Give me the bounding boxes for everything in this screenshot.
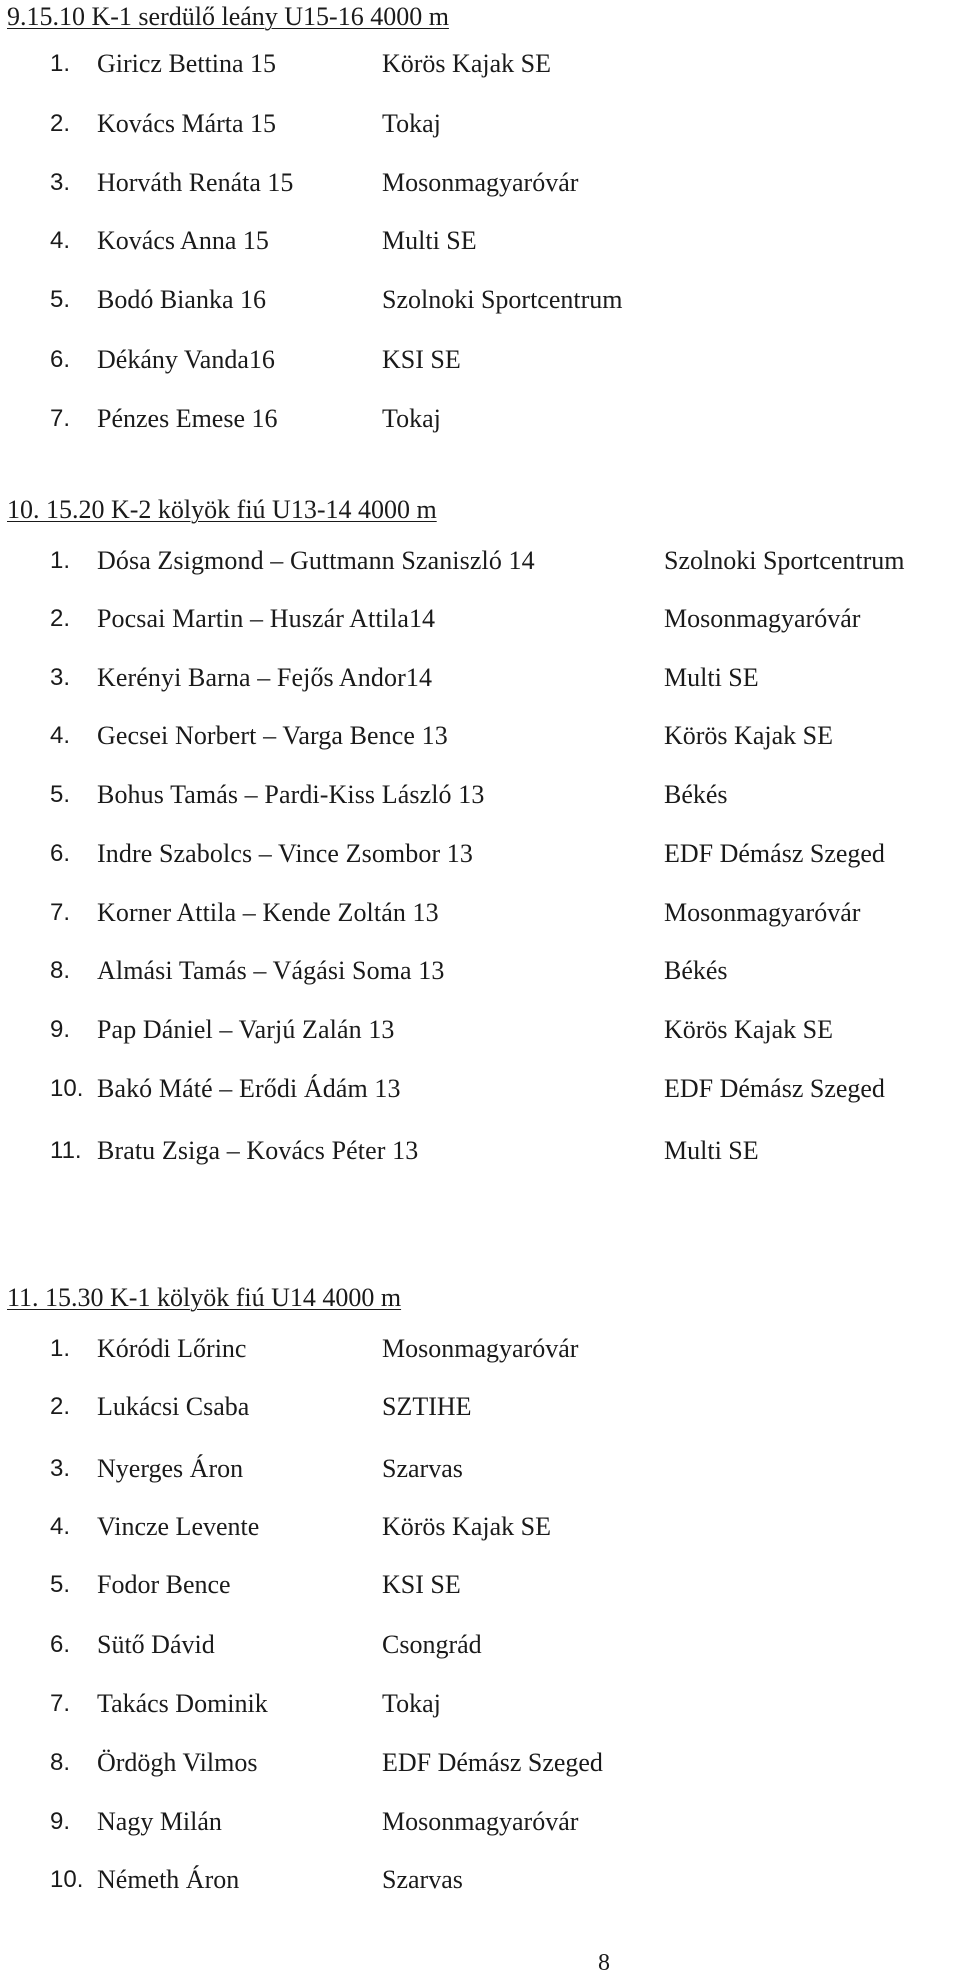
- rank: 5.: [50, 781, 71, 808]
- rank: 4.: [50, 227, 71, 254]
- competitor-name: Kerényi Barna – Fejős Andor14: [97, 663, 433, 692]
- club-name: Tokaj: [382, 109, 441, 138]
- club-name: Szarvas: [382, 1454, 463, 1483]
- club-name: Multi SE: [664, 1136, 759, 1165]
- competitor-name: Giricz Bettina 15: [97, 49, 277, 78]
- rank: 6.: [50, 1631, 71, 1658]
- club-name: Tokaj: [382, 1689, 441, 1718]
- rank: 5.: [50, 1571, 71, 1598]
- rank: 3.: [50, 664, 71, 691]
- club-name: EDF Démász Szeged: [664, 1074, 885, 1103]
- rank: 2.: [50, 1393, 71, 1420]
- rank: 1.: [50, 50, 71, 77]
- club-name: Körös Kajak SE: [664, 1015, 833, 1044]
- rank: 7.: [50, 899, 71, 926]
- club-name: Békés: [664, 956, 728, 985]
- club-name: Csongrád: [382, 1630, 482, 1659]
- club-name: Mosonmagyaróvár: [382, 1807, 579, 1836]
- competitor-name: Horváth Renáta 15: [97, 168, 294, 197]
- competitor-name: Nyerges Áron: [97, 1454, 244, 1483]
- competitor-name: Bodó Bianka 16: [97, 285, 266, 314]
- rank: 10.: [50, 1075, 84, 1102]
- rank: 9.: [50, 1808, 71, 1835]
- club-name: KSI SE: [382, 345, 461, 374]
- competitor-name: Pénzes Emese 16: [97, 404, 278, 433]
- rank: 7.: [50, 1690, 71, 1717]
- rank: 5.: [50, 286, 71, 313]
- rank: 10.: [50, 1866, 84, 1893]
- rank: 8.: [50, 957, 71, 984]
- section-heading: 11. 15.30 K-1 kölyök fiú U14 4000 m: [7, 1283, 402, 1312]
- competitor-name: Fodor Bence: [97, 1570, 231, 1599]
- rank: 11.: [50, 1137, 82, 1164]
- club-name: Szolnoki Sportcentrum: [664, 546, 905, 575]
- competitor-name: Kóródi Lőrinc: [97, 1334, 247, 1363]
- rank: 6.: [50, 840, 71, 867]
- club-name: EDF Démász Szeged: [382, 1748, 603, 1777]
- rank: 7.: [50, 405, 71, 432]
- competitor-name: Takács Dominik: [97, 1689, 268, 1718]
- competitor-name: Dósa Zsigmond – Guttmann Szaniszló 14: [97, 546, 535, 575]
- competitor-name: Nagy Milán: [97, 1807, 222, 1836]
- club-name: SZTIHE: [382, 1392, 472, 1421]
- page-number: 8: [598, 1950, 610, 1976]
- club-name: Körös Kajak SE: [382, 49, 551, 78]
- section-heading: 10. 15.20 K-2 kölyök fiú U13-14 4000 m: [7, 495, 437, 524]
- club-name: Körös Kajak SE: [382, 1512, 551, 1541]
- rank: 9.: [50, 1016, 71, 1043]
- rank: 2.: [50, 110, 71, 137]
- rank: 1.: [50, 1335, 71, 1362]
- competitor-name: Almási Tamás – Vágási Soma 13: [97, 956, 445, 985]
- club-name: Mosonmagyaróvár: [664, 604, 861, 633]
- club-name: Mosonmagyaróvár: [382, 168, 579, 197]
- club-name: Multi SE: [382, 226, 477, 255]
- competitor-name: Bratu Zsiga – Kovács Péter 13: [97, 1136, 419, 1165]
- competitor-name: Lukácsi Csaba: [97, 1392, 250, 1421]
- competitor-name: Bakó Máté – Erődi Ádám 13: [97, 1074, 401, 1103]
- club-name: Körös Kajak SE: [664, 721, 833, 750]
- competitor-name: Korner Attila – Kende Zoltán 13: [97, 898, 439, 927]
- club-name: Mosonmagyaróvár: [382, 1334, 579, 1363]
- competitor-name: Németh Áron: [97, 1865, 240, 1894]
- competitor-name: Kovács Anna 15: [97, 226, 269, 255]
- competitor-name: Indre Szabolcs – Vince Zsombor 13: [97, 839, 474, 868]
- rank: 2.: [50, 605, 71, 632]
- rank: 1.: [50, 547, 71, 574]
- rank: 4.: [50, 1513, 71, 1540]
- club-name: Szolnoki Sportcentrum: [382, 285, 623, 314]
- club-name: Tokaj: [382, 404, 441, 433]
- club-name: KSI SE: [382, 1570, 461, 1599]
- rank: 3.: [50, 169, 71, 196]
- club-name: Szarvas: [382, 1865, 463, 1894]
- rank: 6.: [50, 346, 71, 373]
- competitor-name: Sütő Dávid: [97, 1630, 215, 1659]
- competitor-name: Dékány Vanda16: [97, 345, 275, 374]
- rank: 8.: [50, 1749, 71, 1776]
- competitor-name: Pocsai Martin – Huszár Attila14: [97, 604, 436, 633]
- club-name: EDF Démász Szeged: [664, 839, 885, 868]
- competitor-name: Kovács Márta 15: [97, 109, 277, 138]
- competitor-name: Ördögh Vilmos: [97, 1748, 258, 1777]
- competitor-name: Pap Dániel – Varjú Zalán 13: [97, 1015, 395, 1044]
- rank: 4.: [50, 722, 71, 749]
- rank: 3.: [50, 1455, 71, 1482]
- club-name: Mosonmagyaróvár: [664, 898, 861, 927]
- section-heading: 9.15.10 K-1 serdülő leány U15-16 4000 m: [7, 2, 449, 31]
- club-name: Békés: [664, 780, 728, 809]
- competitor-name: Bohus Tamás – Pardi-Kiss László 13: [97, 780, 485, 809]
- club-name: Multi SE: [664, 663, 759, 692]
- competitor-name: Gecsei Norbert – Varga Bence 13: [97, 721, 448, 750]
- competitor-name: Vincze Levente: [97, 1512, 260, 1541]
